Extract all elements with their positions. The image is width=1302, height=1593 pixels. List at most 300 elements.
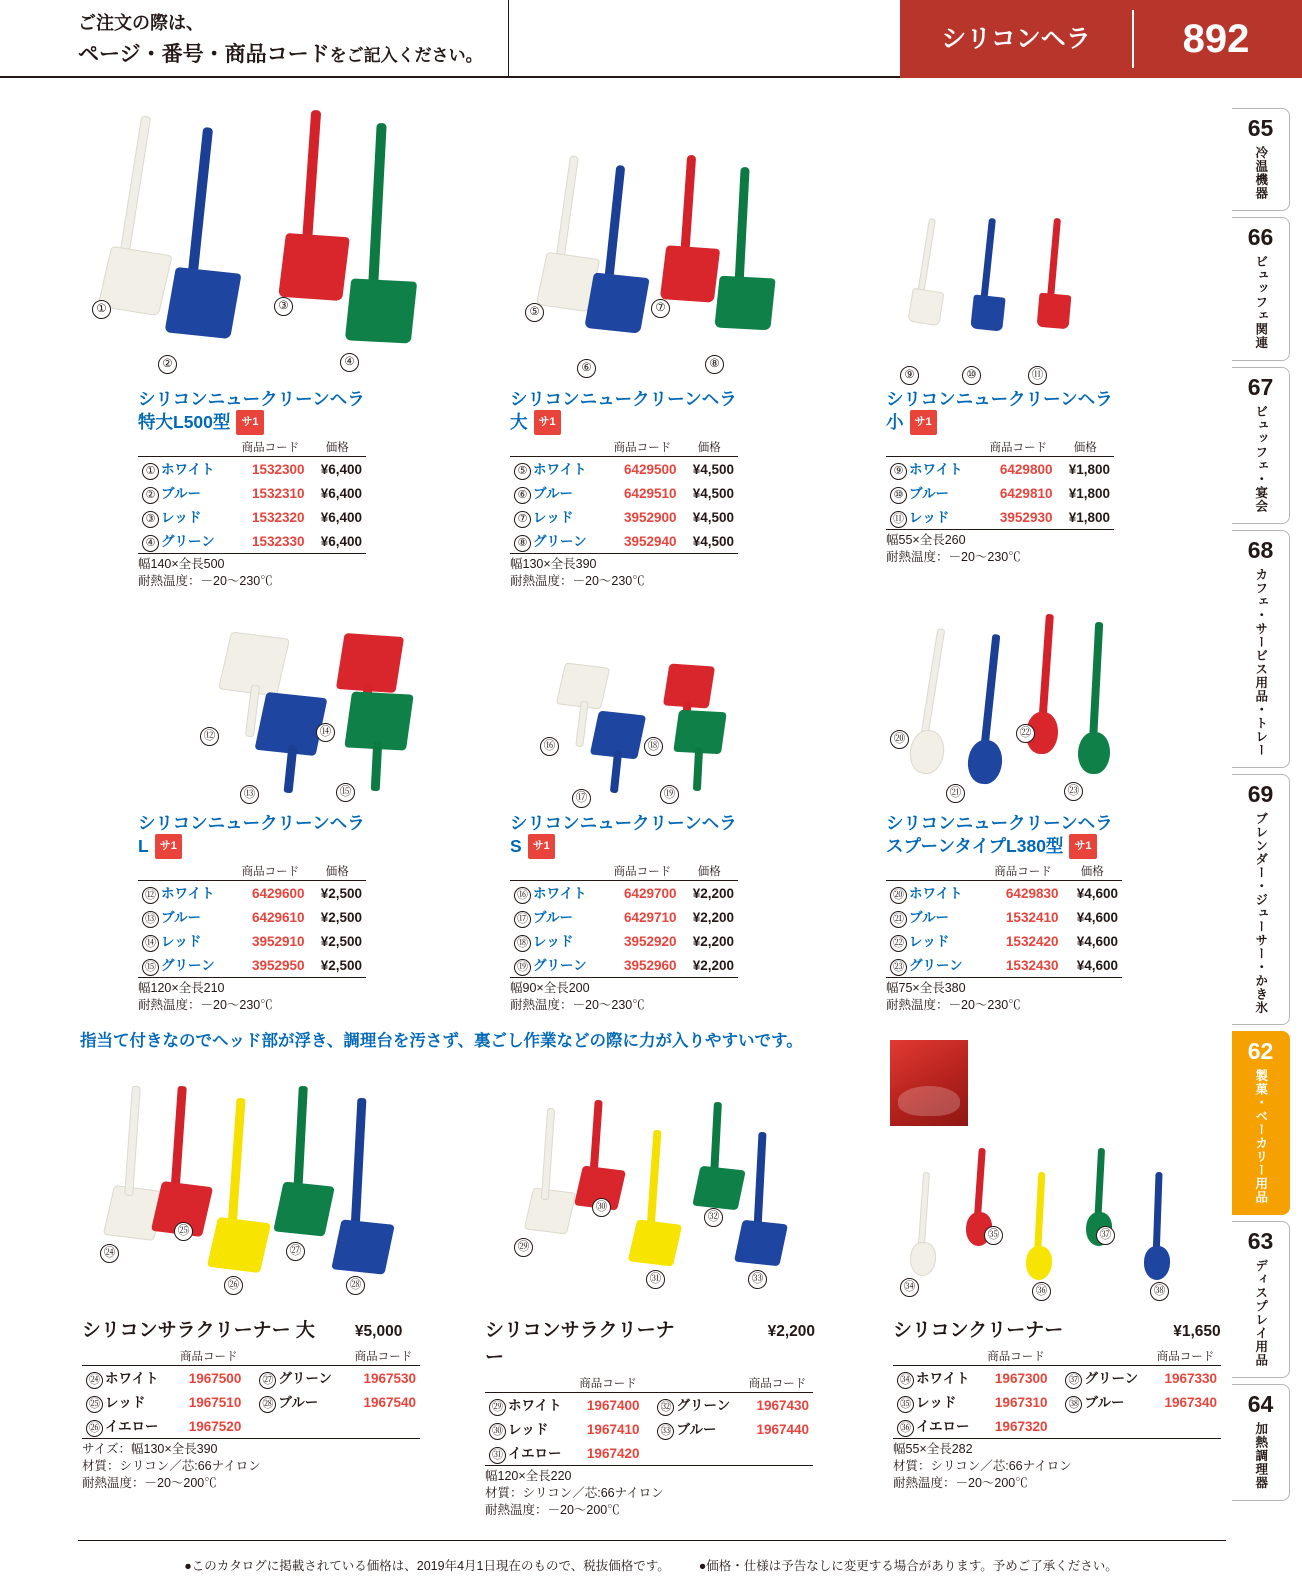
side-tab-66[interactable] bbox=[1232, 217, 1290, 361]
callout-13: ⑬ bbox=[240, 785, 259, 804]
table-row bbox=[510, 953, 738, 978]
bottom-product-3-heat: 耐熱温度：－20～200℃ bbox=[893, 1476, 1028, 1490]
side-tab-number: 66 bbox=[1247, 224, 1274, 250]
color-name-2: グリーン bbox=[676, 1398, 731, 1413]
side-tab-64[interactable] bbox=[1232, 1384, 1290, 1501]
bottom-product-1-heat: 耐熱温度：－20～200℃ bbox=[82, 1476, 217, 1490]
product-5 bbox=[510, 812, 740, 1014]
footer-note bbox=[0, 1556, 1302, 1574]
row-callout-2: ㉜ bbox=[657, 1399, 674, 1416]
row-callout: ① bbox=[142, 463, 159, 480]
bottom-product-1-table bbox=[82, 1347, 420, 1439]
product-1-title-line1: シリコンニュークリーンヘラ bbox=[138, 389, 365, 409]
cleaner-handle-green-27 bbox=[293, 1086, 308, 1194]
cleaner-head-green-27 bbox=[273, 1181, 335, 1236]
product-code: 1967510 bbox=[188, 1394, 242, 1410]
product-code: 6429810 bbox=[999, 485, 1053, 501]
color-name-2: グリーン bbox=[278, 1371, 333, 1386]
row-callout: ⑥ bbox=[514, 487, 531, 504]
bottom-product-2-title: シリコンサラクリーナー bbox=[485, 1320, 675, 1368]
side-tab-number: 64 bbox=[1247, 1391, 1274, 1417]
product-6 bbox=[886, 812, 1126, 1014]
detail-photo-red-head bbox=[890, 1040, 968, 1126]
col-head-price: 価格 bbox=[1073, 442, 1097, 454]
row-callout: ⑨ bbox=[890, 463, 907, 480]
row-callout: ⑪ bbox=[890, 511, 907, 528]
col-head-code: 商品コード bbox=[241, 442, 300, 454]
product-3-title-line2: 小 bbox=[886, 412, 904, 432]
row-callout: ⑳ bbox=[890, 887, 907, 904]
cleaner-head-white-34 bbox=[909, 1241, 937, 1277]
product-1-size: 幅140×全長500 bbox=[138, 557, 225, 571]
cleaner-handle-white-29 bbox=[541, 1108, 555, 1200]
color-name: グリーン bbox=[161, 958, 215, 973]
callout-37: ㊲ bbox=[1096, 1226, 1115, 1245]
bottom-product-2 bbox=[485, 1315, 815, 1519]
callout-9: ⑨ bbox=[900, 366, 919, 385]
header-band-separator bbox=[1132, 10, 1134, 68]
product-5-title-line1: シリコンニュークリーンヘラ bbox=[510, 813, 737, 833]
col-head-code: 商品コード bbox=[989, 442, 1047, 454]
side-tab-label: ブレンダー・ジューサー・かき氷 bbox=[1253, 811, 1268, 1014]
cleaner-head-blue-33 bbox=[734, 1220, 788, 1267]
cleaner-head-yellow-26 bbox=[207, 1217, 271, 1273]
product-photo-group-8 bbox=[500, 1090, 790, 1305]
product-1-badge: サ1 bbox=[236, 410, 263, 435]
product-code: 3952940 bbox=[623, 533, 677, 549]
color-name: レッド bbox=[533, 934, 574, 949]
table-row bbox=[138, 505, 366, 529]
callout-6: ⑥ bbox=[577, 359, 596, 378]
side-tab-63[interactable] bbox=[1232, 1221, 1290, 1378]
table-row bbox=[82, 1414, 420, 1439]
color-name: ブルー bbox=[909, 910, 949, 925]
table-row bbox=[485, 1417, 813, 1441]
table-row bbox=[510, 481, 738, 505]
callout-18: ⑱ bbox=[644, 737, 663, 756]
callout-38: ㊳ bbox=[1150, 1282, 1169, 1301]
price: ¥2,500 bbox=[320, 957, 362, 973]
price: ¥4,500 bbox=[692, 509, 734, 525]
col-head-price: 価格 bbox=[697, 442, 721, 454]
color-name: ブルー bbox=[909, 486, 949, 501]
callout-1: ① bbox=[92, 300, 111, 319]
product-code: 3952920 bbox=[623, 933, 677, 949]
callout-17: ⑰ bbox=[572, 789, 591, 808]
color-name: レッド bbox=[916, 1395, 957, 1410]
cleaner-head-blue-28 bbox=[331, 1219, 395, 1274]
color-name: ホワイト bbox=[161, 886, 215, 901]
spatula-handle-blue-17 bbox=[610, 751, 622, 794]
bottom-product-2-heat: 耐熱温度：－20～200℃ bbox=[485, 1503, 620, 1517]
cleaner-handle-red-25 bbox=[170, 1086, 187, 1196]
product-5-table bbox=[510, 862, 738, 978]
color-name: レッド bbox=[105, 1395, 146, 1410]
table-row bbox=[886, 505, 1114, 530]
product-2-table bbox=[510, 438, 738, 554]
color-name: ブルー bbox=[161, 910, 201, 925]
cleaner-handle-green-32 bbox=[710, 1102, 722, 1176]
order-note-line1: ご注文の際は、 bbox=[78, 13, 204, 33]
product-code: 6429800 bbox=[999, 461, 1053, 477]
row-callout: ㉖ bbox=[86, 1420, 103, 1437]
product-code: 1967300 bbox=[994, 1370, 1048, 1386]
spoon-head-green-23 bbox=[1077, 731, 1111, 775]
color-name: ホワイト bbox=[105, 1371, 159, 1386]
color-name: グリーン bbox=[909, 958, 963, 973]
side-tab-number: 68 bbox=[1247, 536, 1274, 563]
product-3-size: 幅55×全長260 bbox=[886, 533, 966, 547]
product-photo-group-2 bbox=[525, 155, 775, 390]
callout-3: ③ bbox=[274, 297, 293, 316]
callout-10: ⑩ bbox=[962, 366, 981, 385]
color-name: イエロー bbox=[105, 1419, 159, 1434]
price: ¥4,600 bbox=[1076, 909, 1118, 925]
spatula-head-white-9 bbox=[908, 288, 945, 327]
product-code: 3952960 bbox=[623, 957, 677, 973]
category-title: シリコンヘラ bbox=[941, 25, 1091, 53]
side-tab-list[interactable] bbox=[1232, 108, 1296, 1507]
color-name: レッド bbox=[508, 1422, 549, 1437]
row-callout: ㉑ bbox=[890, 911, 907, 928]
price: ¥4,600 bbox=[1076, 957, 1118, 973]
header-underline bbox=[0, 76, 900, 78]
bottom-product-3-table bbox=[893, 1347, 1221, 1439]
row-callout: ㉚ bbox=[489, 1423, 506, 1440]
row-callout: ② bbox=[142, 487, 159, 504]
side-tab-label: カフェ・サービス用品・トレー bbox=[1253, 567, 1268, 757]
row-callout: ⑬ bbox=[142, 911, 159, 928]
product-code: 1532330 bbox=[251, 533, 305, 549]
row-callout: ㉛ bbox=[489, 1447, 506, 1464]
page-header bbox=[0, 0, 1302, 78]
product-code-2: 1967430 bbox=[756, 1397, 809, 1413]
product-photo-group-3 bbox=[900, 218, 1100, 393]
spatula-head-red-11 bbox=[1037, 293, 1072, 330]
row-callout: ⑰ bbox=[514, 911, 531, 928]
side-tab-62[interactable] bbox=[1232, 1031, 1290, 1215]
product-photo-group-5 bbox=[540, 665, 750, 820]
callout-30: ㉚ bbox=[592, 1198, 611, 1217]
callout-22: ㉒ bbox=[1016, 724, 1035, 743]
color-name: グリーン bbox=[533, 534, 587, 549]
price: ¥6,400 bbox=[320, 533, 362, 549]
callout-2: ② bbox=[158, 355, 177, 374]
cleaner-head-white-29 bbox=[524, 1187, 577, 1234]
callout-24: ㉔ bbox=[100, 1244, 119, 1263]
spatula-handle-green-4 bbox=[367, 123, 386, 303]
product-code: 3952910 bbox=[251, 933, 305, 949]
price: ¥2,200 bbox=[692, 909, 734, 925]
table-row bbox=[886, 929, 1122, 953]
table-row bbox=[893, 1366, 1221, 1391]
callout-28: ㉘ bbox=[346, 1276, 365, 1295]
callout-25: ㉕ bbox=[174, 1222, 193, 1241]
product-2-title-line2: 大 bbox=[510, 412, 528, 432]
color-name-2: ブルー bbox=[676, 1422, 717, 1437]
product-code-2: 1967330 bbox=[1164, 1370, 1217, 1386]
row-callout: ⑮ bbox=[142, 959, 159, 976]
table-row bbox=[893, 1390, 1221, 1414]
bottom-product-3-title: シリコンクリーナー bbox=[893, 1320, 1064, 1341]
header-category-band bbox=[900, 0, 1302, 78]
side-tab-69[interactable] bbox=[1232, 774, 1290, 1026]
color-name: ホワイト bbox=[161, 462, 215, 477]
product-2-badge: サ1 bbox=[534, 410, 561, 435]
price: ¥6,400 bbox=[320, 461, 362, 477]
product-4-size: 幅120×全長210 bbox=[138, 981, 225, 995]
bottom-product-2-size: 幅120×全長220 bbox=[485, 1469, 572, 1483]
table-row bbox=[510, 529, 738, 554]
color-name: ブルー bbox=[533, 910, 573, 925]
table-row bbox=[485, 1393, 813, 1418]
col-head-code: 商品コード bbox=[613, 866, 672, 878]
col-head-price: 価格 bbox=[1080, 866, 1104, 878]
product-3-table bbox=[886, 438, 1114, 530]
row-callout: ㉔ bbox=[86, 1372, 103, 1389]
price: ¥4,600 bbox=[1076, 885, 1118, 901]
row-callout-2: ㉘ bbox=[259, 1396, 276, 1413]
col-head-price: 価格 bbox=[325, 442, 349, 454]
col-head-code: 商品コード bbox=[987, 1351, 1045, 1363]
product-4-title-line2: L bbox=[138, 836, 149, 856]
table-row bbox=[485, 1441, 813, 1466]
price: ¥2,500 bbox=[320, 885, 362, 901]
table-row bbox=[138, 929, 366, 953]
color-name: ホワイト bbox=[533, 886, 587, 901]
color-name: イエロー bbox=[508, 1446, 562, 1461]
product-3-title-line1: シリコンニュークリーンヘラ bbox=[886, 389, 1113, 409]
price: ¥2,500 bbox=[320, 933, 362, 949]
bottom-product-1-price: ¥5,000 bbox=[354, 1323, 403, 1340]
product-code: 1532320 bbox=[251, 509, 305, 525]
table-row bbox=[138, 457, 366, 482]
color-name: レッド bbox=[909, 934, 950, 949]
side-tab-65[interactable] bbox=[1232, 108, 1290, 211]
table-row bbox=[82, 1366, 420, 1391]
product-1-heat: 耐熱温度：－20～230℃ bbox=[138, 574, 273, 588]
color-name: ブルー bbox=[533, 486, 573, 501]
col-head-code: 商品コード bbox=[579, 1378, 637, 1390]
product-2-heat: 耐熱温度：－20～230℃ bbox=[510, 574, 645, 588]
color-name: ホワイト bbox=[508, 1398, 562, 1413]
side-tab-number: 69 bbox=[1247, 780, 1274, 807]
row-callout: ㉒ bbox=[890, 935, 907, 952]
product-code: 1967420 bbox=[586, 1445, 640, 1461]
row-callout: ⑯ bbox=[514, 887, 531, 904]
table-row bbox=[886, 481, 1114, 505]
col-head-code: 商品コード bbox=[179, 1351, 238, 1363]
side-tab-number: 67 bbox=[1247, 373, 1274, 400]
row-callout: ㉞ bbox=[897, 1372, 914, 1389]
product-6-title-line1: シリコンニュークリーンヘラ bbox=[886, 813, 1113, 833]
callout-27: ㉗ bbox=[286, 1242, 305, 1261]
bottom-product-2-price: ¥2,200 bbox=[767, 1323, 815, 1340]
price: ¥4,500 bbox=[692, 485, 734, 501]
col-head-code: 商品コード bbox=[994, 866, 1052, 878]
spoon-handle-blue-21 bbox=[980, 634, 1001, 756]
product-code: 6429710 bbox=[623, 909, 677, 925]
table-row bbox=[886, 953, 1122, 978]
product-photo-group-9 bbox=[900, 1130, 1200, 1310]
row-callout: ㉓ bbox=[890, 959, 907, 976]
callout-5: ⑤ bbox=[525, 303, 544, 322]
table-row bbox=[510, 929, 738, 953]
color-name-2: ブルー bbox=[278, 1395, 319, 1410]
spatula-head-blue-6 bbox=[584, 272, 649, 333]
side-tab-68[interactable] bbox=[1232, 530, 1290, 768]
product-code: 1967320 bbox=[994, 1418, 1048, 1434]
table-row bbox=[510, 457, 738, 482]
table-row bbox=[886, 905, 1122, 929]
callout-23: ㉓ bbox=[1064, 782, 1083, 801]
callout-34: ㉞ bbox=[900, 1278, 919, 1297]
product-5-title-line2: S bbox=[510, 836, 522, 856]
color-name-2: グリーン bbox=[1084, 1371, 1139, 1386]
product-5-size: 幅90×全長200 bbox=[510, 981, 590, 995]
row-callout: ③ bbox=[142, 511, 159, 528]
spatula-head-red-3 bbox=[278, 233, 350, 301]
callout-7: ⑦ bbox=[651, 299, 670, 318]
cleaner-handle-blue-28 bbox=[351, 1098, 367, 1230]
callout-12: ⑫ bbox=[200, 727, 219, 746]
product-code: 1967520 bbox=[188, 1418, 242, 1434]
side-tab-label: 製菓・ベーカリー用品 bbox=[1253, 1069, 1268, 1204]
order-note-keywords: ページ・番号・商品コード bbox=[78, 43, 330, 66]
side-tab-67[interactable] bbox=[1232, 367, 1290, 524]
price: ¥6,400 bbox=[320, 509, 362, 525]
callout-20: ⑳ bbox=[890, 730, 909, 749]
product-2-title-line1: シリコンニュークリーンヘラ bbox=[510, 389, 737, 409]
row-callout: ⑲ bbox=[514, 959, 531, 976]
product-1-table bbox=[138, 438, 366, 554]
color-name: ホワイト bbox=[533, 462, 587, 477]
row-callout: ⑭ bbox=[142, 935, 159, 952]
side-tab-label: 加熱調理器 bbox=[1253, 1422, 1268, 1490]
product-6-heat: 耐熱温度：－20～230℃ bbox=[886, 998, 1021, 1012]
bottom-product-1-material: 材質：シリコン／芯:66ナイロン bbox=[82, 1459, 261, 1473]
spatula-head-blue-2 bbox=[164, 267, 241, 339]
color-name: レッド bbox=[161, 510, 202, 525]
table-row bbox=[510, 505, 738, 529]
product-code: 1532300 bbox=[251, 461, 305, 477]
cleaner-handle-yellow-31 bbox=[647, 1130, 662, 1230]
footer-divider bbox=[78, 1540, 1226, 1541]
spoon-head-blue-21 bbox=[966, 738, 1004, 785]
price: ¥4,600 bbox=[1076, 933, 1118, 949]
product-code: 1532420 bbox=[1005, 933, 1059, 949]
product-4 bbox=[138, 812, 368, 1014]
spatula-head-green-8 bbox=[714, 276, 775, 331]
color-name: ブルー bbox=[161, 486, 201, 501]
product-3-badge: サ1 bbox=[910, 410, 937, 435]
callout-15: ⑮ bbox=[336, 783, 355, 802]
row-callout: ④ bbox=[142, 535, 159, 552]
spatula-handle-green-15 bbox=[371, 741, 383, 791]
spatula-head-red-7 bbox=[660, 245, 720, 302]
product-code: 1532430 bbox=[1005, 957, 1059, 973]
cleaner-head-blue-38 bbox=[1143, 1246, 1170, 1281]
product-6-badge: サ1 bbox=[1069, 834, 1096, 859]
side-tab-label: 冷温機器 bbox=[1253, 146, 1268, 200]
table-row bbox=[893, 1414, 1221, 1439]
color-name: グリーン bbox=[533, 958, 587, 973]
price: ¥2,200 bbox=[692, 885, 734, 901]
bottom-product-1-size: サイズ：幅130×全長390 bbox=[82, 1442, 218, 1456]
side-tab-number: 62 bbox=[1247, 1038, 1274, 1064]
product-1-title-line2: 特大L500型 bbox=[138, 412, 231, 432]
callout-16: ⑯ bbox=[540, 737, 559, 756]
product-code-2: 1967530 bbox=[363, 1370, 416, 1386]
color-name-2: ブルー bbox=[1084, 1395, 1125, 1410]
bottom-product-3-size: 幅55×全長282 bbox=[893, 1442, 973, 1456]
callout-21: ㉑ bbox=[946, 784, 965, 803]
table-row bbox=[138, 481, 366, 505]
footer-text-2: ●価格・仕様は予告なしに変更する場合があります。予めご了承ください。 bbox=[698, 1559, 1118, 1573]
product-4-heat: 耐熱温度：－20～230℃ bbox=[138, 998, 273, 1012]
col-head-price: 価格 bbox=[697, 866, 721, 878]
spoon-head-white-20 bbox=[907, 728, 947, 777]
product-code: 1532310 bbox=[251, 485, 305, 501]
color-name: レッド bbox=[161, 934, 202, 949]
row-callout: ⑱ bbox=[514, 935, 531, 952]
spoon-handle-red-22 bbox=[1038, 614, 1054, 726]
table-row bbox=[138, 529, 366, 554]
spatula-head-blue-10 bbox=[970, 294, 1005, 331]
callout-36: ㊱ bbox=[1032, 1282, 1051, 1301]
bottom-product-3 bbox=[893, 1315, 1223, 1492]
color-name: ホワイト bbox=[916, 1371, 970, 1386]
table-row bbox=[138, 881, 366, 906]
product-2-size: 幅130×全長390 bbox=[510, 557, 597, 571]
product-code: 6429610 bbox=[251, 909, 305, 925]
feature-lead-text: 指当て付きなのでヘッド部が浮き、調理台を汚さず、裏ごし作業などの際に力が入りやすいです。 bbox=[80, 1032, 803, 1050]
color-name: レッド bbox=[909, 510, 950, 525]
spatula-handle-white-16 bbox=[575, 701, 589, 748]
table-row bbox=[886, 881, 1122, 906]
callout-19: ⑲ bbox=[660, 785, 679, 804]
spoon-handle-green-23 bbox=[1089, 622, 1103, 746]
price: ¥2,500 bbox=[320, 909, 362, 925]
product-6-table bbox=[886, 862, 1122, 978]
spatula-head-green-4 bbox=[345, 278, 417, 343]
col-head-code-2: 商品コード bbox=[1156, 1351, 1215, 1363]
row-callout: ㊱ bbox=[897, 1420, 914, 1437]
product-code: 6429700 bbox=[623, 885, 677, 901]
cleaner-head-yellow-31 bbox=[628, 1219, 683, 1266]
cleaner-handle-yellow-26 bbox=[227, 1098, 245, 1228]
table-row bbox=[510, 905, 738, 929]
cleaner-handle-white-24 bbox=[124, 1086, 141, 1196]
row-callout: ㉕ bbox=[86, 1396, 103, 1413]
price: ¥2,200 bbox=[692, 933, 734, 949]
col-head-code-2: 商品コード bbox=[748, 1378, 807, 1390]
bottom-product-2-material: 材質：シリコン／芯:66ナイロン bbox=[485, 1486, 664, 1500]
product-6-size: 幅75×全長380 bbox=[886, 981, 966, 995]
product-3-heat: 耐熱温度：－20～230℃ bbox=[886, 550, 1021, 564]
bottom-product-3-material: 材質：シリコン／芯:66ナイロン bbox=[893, 1459, 1072, 1473]
bottom-product-2-table bbox=[485, 1374, 813, 1466]
cleaner-head-green-32 bbox=[692, 1166, 746, 1211]
callout-26: ㉖ bbox=[224, 1276, 243, 1295]
bottom-product-1 bbox=[82, 1315, 422, 1492]
page-number: 892 bbox=[1182, 17, 1250, 61]
product-4-title-line1: シリコンニュークリーンヘラ bbox=[138, 813, 365, 833]
product-code: 6429500 bbox=[623, 461, 677, 477]
order-note bbox=[78, 8, 508, 70]
product-code-2: 1967340 bbox=[1164, 1394, 1217, 1410]
table-row bbox=[82, 1390, 420, 1414]
